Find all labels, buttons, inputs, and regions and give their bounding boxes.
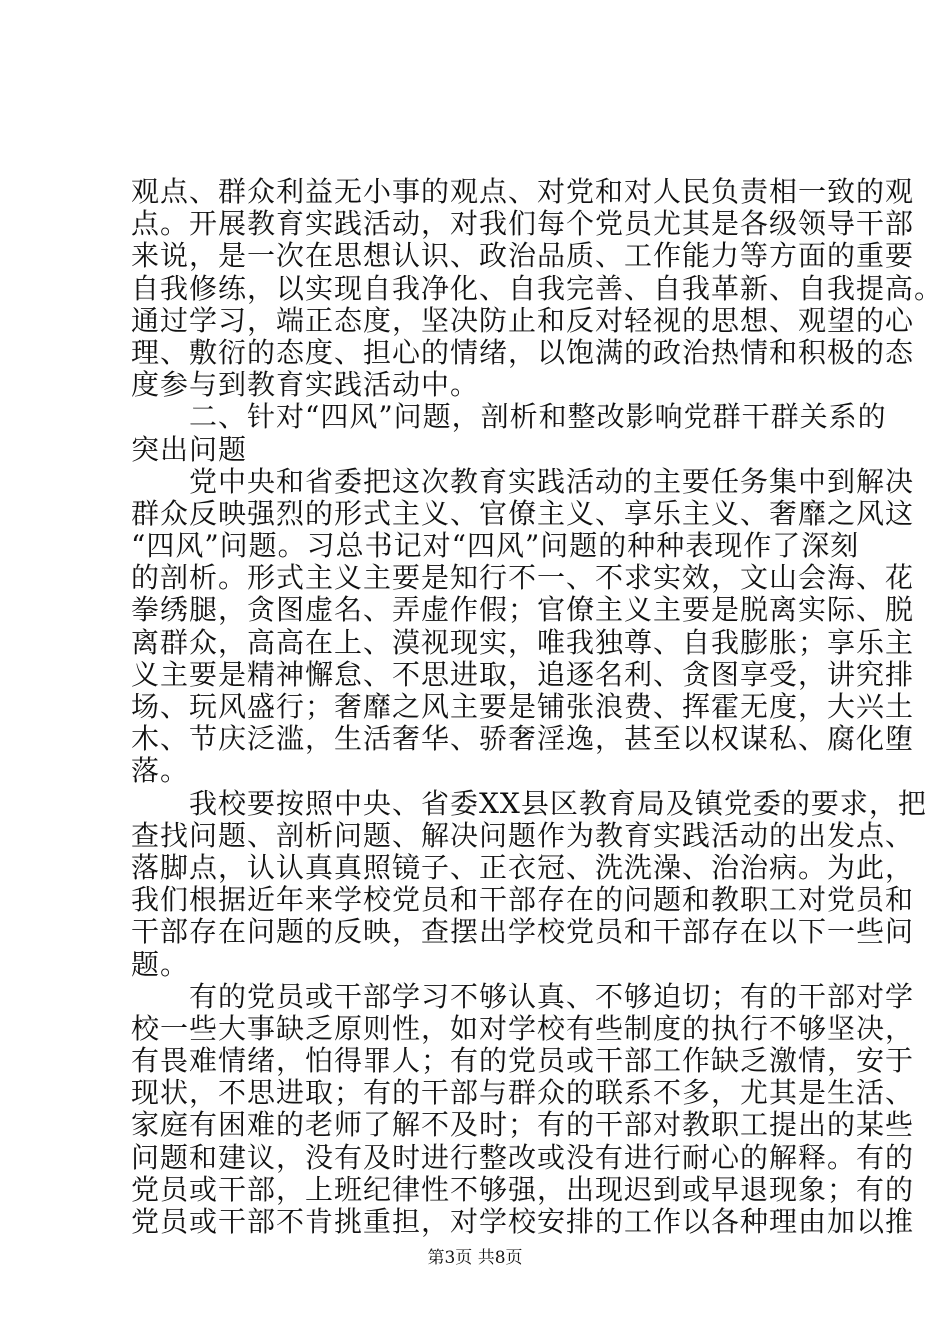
text-line: 校一些大事缺乏原则性，如对学校有些制度的执行不够坚决， (131, 1011, 915, 1045)
text-line: 有畏难情绪，怕得罪人；有的党员或干部工作缺乏激情，安于 (131, 1044, 915, 1078)
text-line: 度参与到教育实践活动中。 (131, 368, 480, 402)
text-line: 群众反映强烈的形式主义、官僚主义、享乐主义、奢靡之风这 (131, 496, 915, 530)
text-line: 党员或干部不肯挑重担，对学校安排的工作以各种理由加以推 (131, 1205, 915, 1238)
text-line: 落。 (131, 754, 190, 788)
text-line: 离群众，高高在上、漠视现实，唯我独尊、自我膨胀；享乐主 (131, 625, 915, 659)
text-line: 木、节庆泛滥，生活奢华、骄奢淫逸，甚至以权谋私、腐化堕 (131, 722, 915, 756)
text-line: 落脚点，认认真真照镜子、正衣冠、洗洗澡、治治病。为此， (131, 850, 915, 884)
text-line: “四风”问题。习总书记对“四风”问题的种种表现作了深刻 (131, 529, 860, 563)
text-line: 自我修练，以实现自我净化、自我完善、自我革新、自我提高。 (131, 271, 944, 305)
page-number-footer: 第3页 共8页 (427, 1248, 523, 1268)
text-line: 党员或干部，上班纪律性不够强，出现迟到或早退现象；有的 (131, 1172, 915, 1206)
text-line: 来说，是一次在思想认识、政治品质、工作能力等方面的重要 (131, 239, 915, 273)
body-text (131, 175, 944, 1238)
text-line: 我校要按照中央、省委XX县区教育局及镇党委的要求，把 (131, 786, 927, 820)
text-line: 党中央和省委把这次教育实践活动的主要任务集中到解决 (131, 464, 915, 498)
text-line: 点。开展教育实践活动，对我们每个党员尤其是各级领导干部 (131, 207, 915, 241)
text-line: 问题和建议，没有及时进行整改或没有进行耐心的解释。有的 (131, 1140, 915, 1174)
text-line: 查找问题、剖析问题、解决问题作为教育实践活动的出发点、 (131, 818, 915, 852)
text-line: 拳绣腿，贪图虚名、弄虚作假；官僚主义主要是脱离实际、脱 (131, 593, 915, 627)
text-line: 干部存在问题的反映，查摆出学校党员和干部存在以下一些问 (131, 915, 915, 949)
text-line: 理、敷衍的态度、担心的情绪，以饱满的政治热情和积极的态 (131, 335, 915, 369)
text-line: 的剖析。形式主义主要是知行不一、不求实效，文山会海、花 (131, 561, 915, 595)
section-heading-line: 突出问题 (131, 432, 248, 466)
text-line: 家庭有困难的老师了解不及时；有的干部对教职工提出的某些 (131, 1108, 915, 1142)
text-line: 义主要是精神懈怠、不思进取，追逐名利、贪图享受，讲究排 (131, 657, 915, 691)
text-line: 我们根据近年来学校党员和干部存在的问题和教职工对党员和 (131, 883, 915, 917)
text-line: 现状，不思进取；有的干部与群众的联系不多，尤其是生活、 (131, 1076, 915, 1110)
text-line: 场、玩风盛行；奢靡之风主要是铺张浪费、挥霍无度，大兴土 (131, 690, 915, 723)
text-line: 通过学习，端正态度，坚决防止和反对轻视的思想、观望的心 (131, 303, 915, 337)
text-line: 有的党员或干部学习不够认真、不够迫切；有的干部对学 (131, 979, 915, 1013)
text-line: 题。 (131, 947, 190, 981)
text-line: 观点、群众利益无小事的观点、对党和对人民负责相一致的观 (131, 175, 915, 208)
section-heading-line: 二、针对“四风”问题，剖析和整改影响党群干群关系的 (131, 400, 887, 434)
